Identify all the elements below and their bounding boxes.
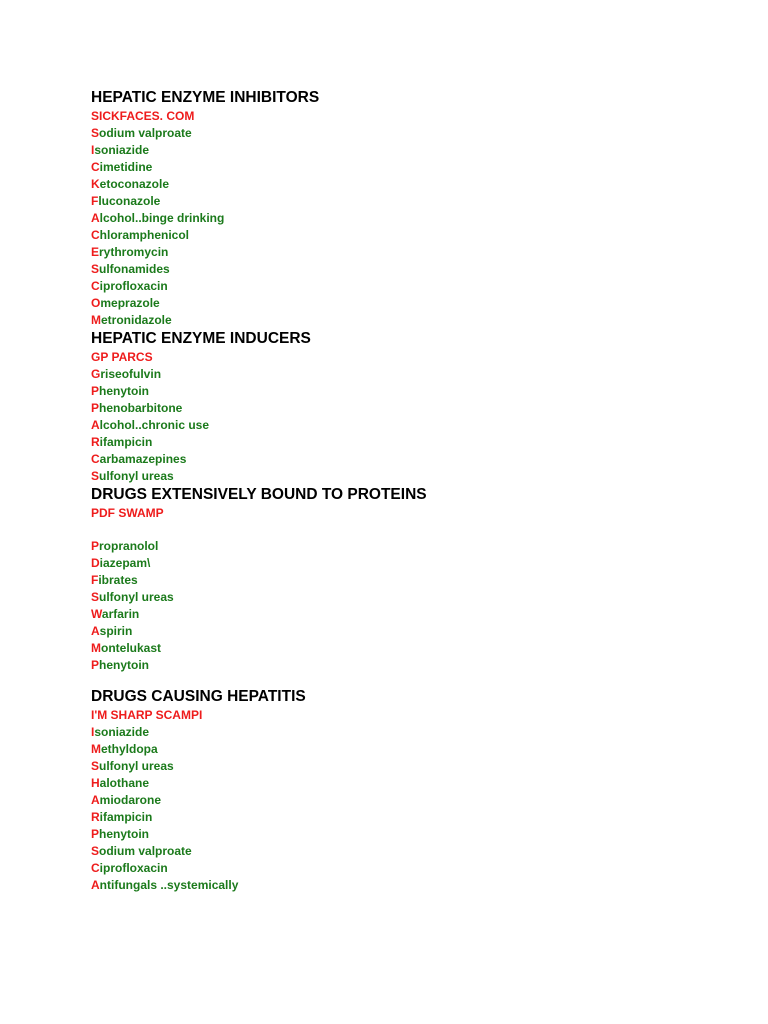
drug-item [91, 775, 731, 792]
drug-item [91, 809, 731, 826]
drug-item [91, 400, 731, 417]
drug-item [91, 193, 731, 210]
mnemonic-letter: S [91, 844, 100, 858]
drug-name-rest: ntifungals ..systemically [99, 878, 239, 892]
drug-item [91, 142, 731, 159]
mnemonic-letter: G [91, 367, 101, 381]
mnemonic-letter: A [91, 793, 100, 807]
drug-name-rest: lcohol..binge drinking [99, 211, 225, 225]
drug-item [91, 295, 731, 312]
drug-name-rest: iprofloxacin [99, 279, 168, 293]
drug-item [91, 640, 731, 657]
mnemonic-letter: P [91, 401, 100, 415]
drug-item [91, 278, 731, 295]
drug-name-rest: luconazole [98, 194, 161, 208]
mnemonic-letter: D [91, 556, 100, 570]
drug-name-rest: riseofulvin [100, 367, 162, 381]
mnemonic-letter: P [91, 539, 100, 553]
drug-name-rest: etoconazole [99, 177, 170, 191]
mnemonic-letter: C [91, 228, 100, 242]
mnemonic-letter: E [91, 245, 100, 259]
drug-name-rest: rythromycin [99, 245, 169, 259]
mnemonic-letter: S [91, 590, 100, 604]
section-1 [91, 88, 731, 329]
mnemonic-letter: C [91, 160, 100, 174]
drug-item [91, 210, 731, 227]
drug-item [91, 843, 731, 860]
mnemonic: GP PARCS [91, 350, 153, 364]
drug-item [91, 434, 731, 451]
mnemonic-letter: R [91, 810, 100, 824]
mnemonic-letter: A [91, 211, 100, 225]
drug-item [91, 125, 731, 142]
drug-item [91, 860, 731, 877]
drug-name-rest: ifampicin [99, 810, 153, 824]
drug-item [91, 176, 731, 193]
drug-name-rest: spirin [99, 624, 133, 638]
mnemonic: I'M SHARP SCAMPI [91, 708, 203, 722]
mnemonic-letter: S [91, 262, 100, 276]
drug-name-rest: henobarbitone [99, 401, 183, 415]
drug-name-rest: odium valproate [99, 126, 192, 140]
mnemonic-letter: A [91, 624, 100, 638]
mnemonic-letter: F [91, 194, 99, 208]
drug-name-rest: ibrates [98, 573, 138, 587]
section-title: HEPATIC ENZYME INDUCERS [91, 330, 311, 347]
drug-name-rest: miodarone [99, 793, 162, 807]
drug-name-rest: ulfonyl ureas [99, 590, 174, 604]
drug-item [91, 383, 731, 400]
mnemonic-letter: O [91, 296, 101, 310]
document-page [91, 88, 731, 894]
mnemonic-letter: I [91, 143, 95, 157]
drug-item [91, 555, 731, 572]
drug-name-rest: soniazide [94, 725, 150, 739]
drug-name-rest: hloramphenicol [99, 228, 190, 242]
drug-item [91, 244, 731, 261]
drug-name-rest: lcohol..chronic use [99, 418, 210, 432]
drug-name-rest: etronidazole [101, 313, 172, 327]
section-4 [91, 687, 731, 894]
mnemonic-letter: H [91, 776, 100, 790]
drug-name-rest: arfarin [101, 607, 140, 621]
mnemonic-letter: M [91, 742, 101, 756]
drug-item [91, 589, 731, 606]
mnemonic-letter: A [91, 878, 100, 892]
section-3 [91, 485, 731, 687]
drug-item [91, 261, 731, 278]
drug-name-rest: iprofloxacin [99, 861, 168, 875]
mnemonic-letter: S [91, 469, 100, 483]
drug-item [91, 538, 731, 555]
drug-item [91, 227, 731, 244]
drug-item [91, 572, 731, 589]
mnemonic-letter: C [91, 861, 100, 875]
drug-item [91, 312, 731, 329]
mnemonic-letter: M [91, 641, 101, 655]
drug-name-rest: henytoin [99, 384, 150, 398]
drug-name-rest: soniazide [94, 143, 150, 157]
drug-name-rest: arbamazepines [99, 452, 187, 466]
drug-name-rest: alothane [99, 776, 150, 790]
drug-name-rest: henytoin [99, 658, 150, 672]
drug-item [91, 657, 731, 674]
drug-name-rest: odium valproate [99, 844, 192, 858]
mnemonic-letter: M [91, 313, 101, 327]
drug-item [91, 826, 731, 843]
drug-item [91, 417, 731, 434]
drug-name-rest: imetidine [99, 160, 153, 174]
drug-name-rest: ulfonyl ureas [99, 469, 174, 483]
mnemonic-letter: W [91, 607, 102, 621]
mnemonic-letter: F [91, 573, 99, 587]
drug-item [91, 877, 731, 894]
drug-name-rest: ulfonyl ureas [99, 759, 174, 773]
drug-item [91, 623, 731, 640]
mnemonic-letter: P [91, 658, 100, 672]
section-2 [91, 329, 731, 485]
mnemonic-letter: S [91, 759, 100, 773]
section-title: HEPATIC ENZYME INHIBITORS [91, 89, 320, 106]
section-title: DRUGS EXTENSIVELY BOUND TO PROTEINS [91, 486, 427, 503]
drug-item [91, 159, 731, 176]
section-title: DRUGS CAUSING HEPATITIS [91, 688, 306, 705]
drug-item [91, 606, 731, 623]
drug-name-rest: iazepam\ [99, 556, 151, 570]
mnemonic-letter: A [91, 418, 100, 432]
drug-item [91, 451, 731, 468]
mnemonic-letter: C [91, 452, 100, 466]
mnemonic-letter: I [91, 725, 95, 739]
drug-name-rest: ulfonamides [99, 262, 170, 276]
drug-name-rest: meprazole [100, 296, 160, 310]
drug-item [91, 792, 731, 809]
drug-item [91, 366, 731, 383]
mnemonic: SICKFACES. COM [91, 109, 195, 123]
mnemonic-letter: C [91, 279, 100, 293]
drug-item [91, 758, 731, 775]
mnemonic-letter: P [91, 384, 100, 398]
drug-name-rest: henytoin [99, 827, 150, 841]
drug-name-rest: ontelukast [101, 641, 162, 655]
mnemonic-letter: K [91, 177, 100, 191]
drug-item [91, 724, 731, 741]
drug-item [91, 468, 731, 485]
drug-item [91, 741, 731, 758]
mnemonic-letter: S [91, 126, 100, 140]
drug-name-rest: ifampicin [99, 435, 153, 449]
drug-name-rest: ropranolol [99, 539, 159, 553]
mnemonic: PDF SWAMP [91, 506, 164, 520]
mnemonic-letter: R [91, 435, 100, 449]
drug-name-rest: ethyldopa [101, 742, 158, 756]
mnemonic-letter: P [91, 827, 100, 841]
